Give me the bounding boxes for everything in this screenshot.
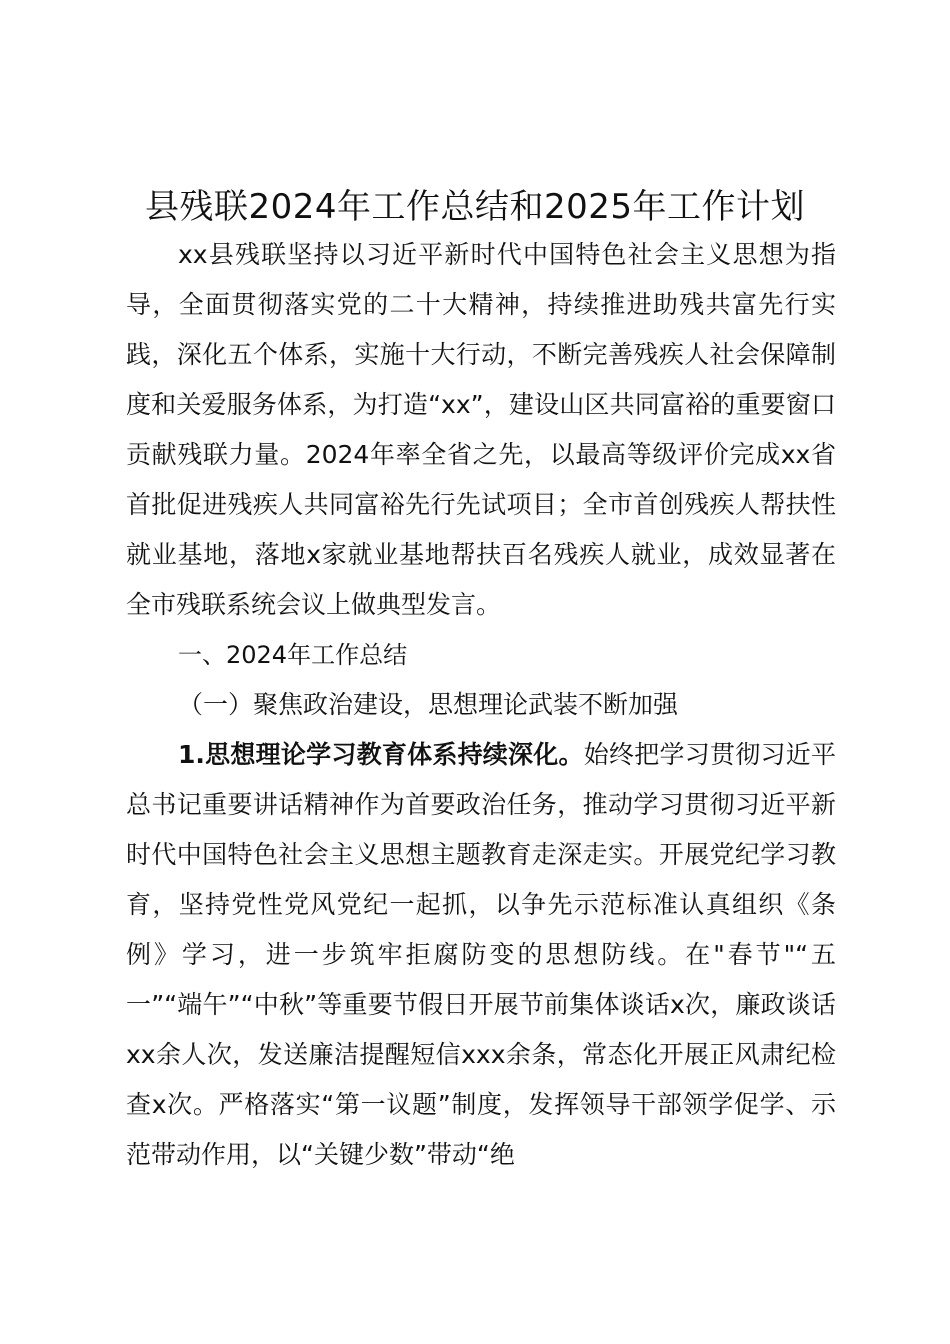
item-text: 始终把学习贯彻习近平总书记重要讲话精神作为首要政治任务，推动学习贯彻习近平新时代中国特色社会主义思想主题教育走深走实。开展党纪学习教育，坚持党性党风党纪一起抓，以争先示范标准认真组织《条例》学习，进一步筑牢拒腐防变的思想防线。在"春节"“五一”“端午”“中秋”等重要节假日开展节前集体谈话x次，廉政谈话xx余人次，发送廉洁提醒短信xxx余条，常态化开展正风肃纪检查x次。严格落实“第一议题”制度，发挥领导干部领学促学、示范带动作用，以“关键少数”带动“绝 (126, 740, 836, 1169)
intro-paragraph: xx县残联坚持以习近平新时代中国特色社会主义思想为指导，全面贯彻落实党的二十大精神，持续推进助残共富先行实践，深化五个体系，实施十大行动，不断完善残疾人社会保障制度和关爱服务体系，为打造“xx”，建设山区共同富裕的重要窗口贡献残联力量。2024年率全省之先，以最高等级评价完成xx省首批促进残疾人共同富裕先行先试项目；全市首创残疾人帮扶性就业基地，落地x家就业基地帮扶百名残疾人就业，成效显著在全市残联系统会议上做典型发言。 (126, 240, 836, 619)
item-lead: 1.思想理论学习教育体系持续深化。 (178, 740, 584, 769)
document-body (126, 230, 836, 1180)
item-paragraph (126, 730, 836, 1180)
section-heading: 一、2024年工作总结 (178, 641, 408, 669)
document-title: 县残联2024年工作总结和2025年工作计划 (144, 187, 806, 227)
subsection-heading: （一）聚焦政治建设，思想理论武装不断加强 (178, 690, 679, 719)
